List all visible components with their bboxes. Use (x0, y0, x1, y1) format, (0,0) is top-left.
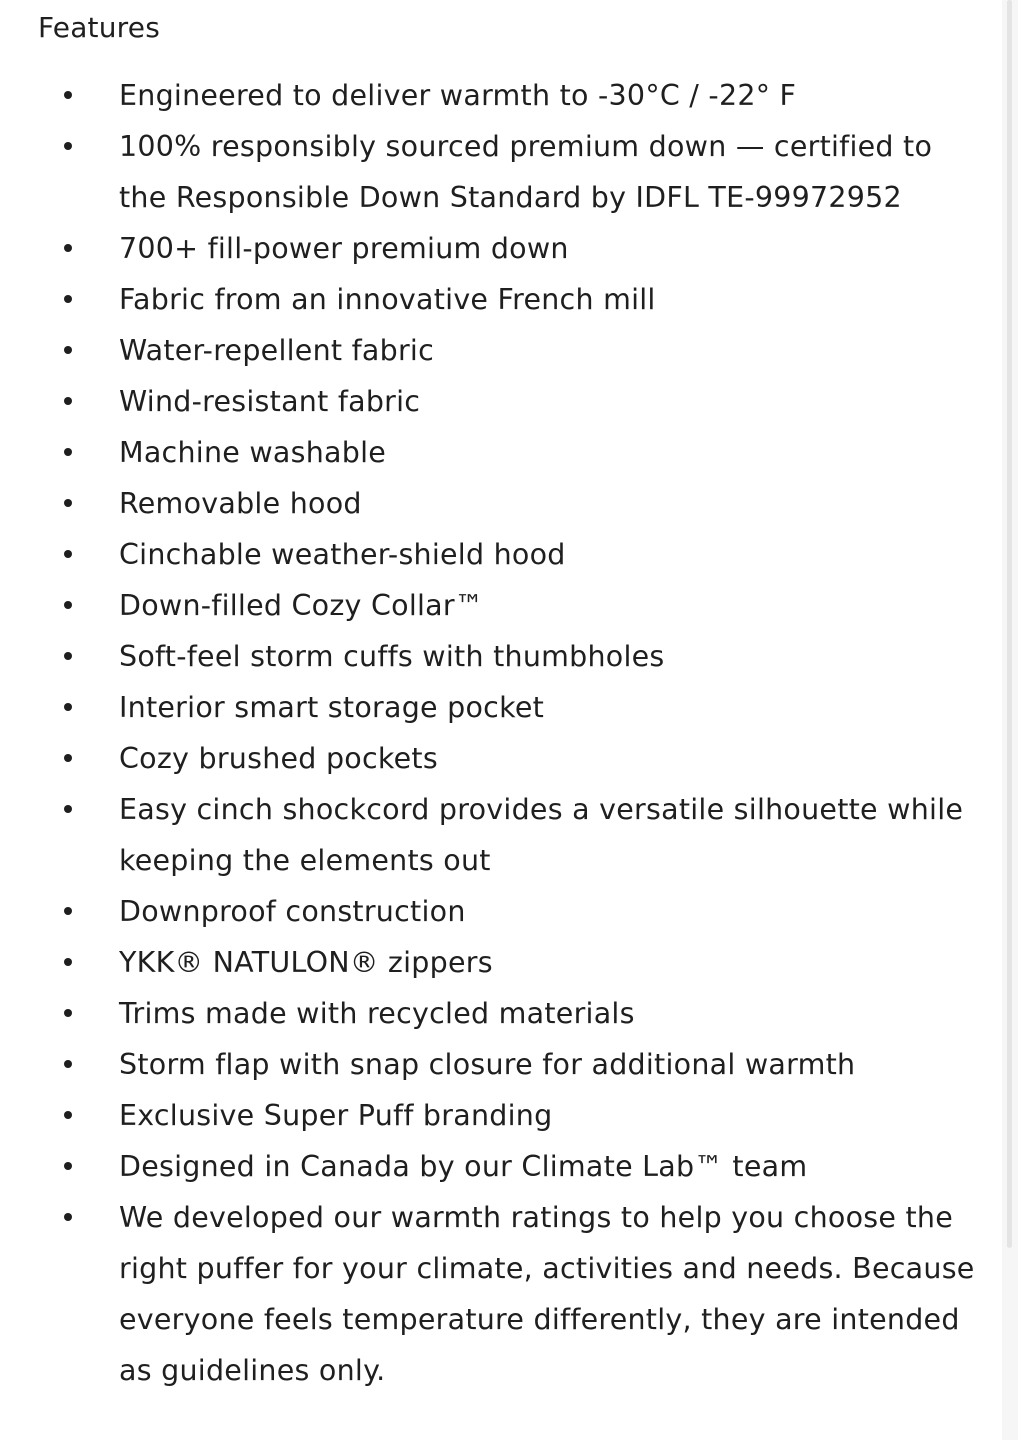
feature-text: 100% responsibly sourced premium down — certified to the Responsible Down Standard by IDFL TE-99972952 (119, 130, 933, 214)
feature-item (0, 784, 1000, 886)
feature-item (0, 478, 1000, 529)
feature-text: Down-filled Cozy Collar™ (119, 589, 484, 622)
feature-item (0, 682, 1000, 733)
feature-text: Downproof construction (119, 895, 466, 928)
bullet-icon (64, 652, 72, 660)
feature-item (0, 427, 1000, 478)
bullet-icon (64, 601, 72, 609)
features-list (0, 70, 1000, 1396)
feature-text: Cozy brushed pockets (119, 742, 438, 775)
feature-item (0, 1141, 1000, 1192)
bullet-icon (64, 142, 72, 150)
bullet-icon (64, 1213, 72, 1221)
feature-item (0, 223, 1000, 274)
feature-text: Water-repellent fabric (119, 334, 435, 367)
bullet-icon (64, 1162, 72, 1170)
feature-item (0, 70, 1000, 121)
feature-text: Interior smart storage pocket (119, 691, 545, 724)
feature-text: Easy cinch shockcord provides a versatile silhouette while keeping the elements out (119, 793, 964, 877)
feature-text: Exclusive Super Puff branding (119, 1099, 553, 1132)
bullet-icon (64, 448, 72, 456)
bullet-icon (64, 1111, 72, 1119)
feature-item (0, 580, 1000, 631)
bullet-icon (64, 754, 72, 762)
feature-item (0, 274, 1000, 325)
scrollbar-thumb[interactable] (1007, 0, 1012, 1248)
feature-item (0, 1039, 1000, 1090)
feature-text: We developed our warmth ratings to help you choose the right puffer for your climate, activities and needs. Because everyone feels temperature differently, they are intended as guidelines only. (119, 1201, 975, 1387)
feature-text: Engineered to deliver warmth to -30°C / -22° F (119, 79, 797, 112)
feature-text: YKK® NATULON® zippers (119, 946, 493, 979)
bullet-icon (64, 1009, 72, 1017)
feature-text: Storm flap with snap closure for additional warmth (119, 1048, 856, 1081)
feature-text: Designed in Canada by our Climate Lab™ team (119, 1150, 808, 1183)
feature-item (0, 376, 1000, 427)
feature-item (0, 121, 1000, 223)
feature-item (0, 1090, 1000, 1141)
bullet-icon (64, 907, 72, 915)
feature-text: Soft-feel storm cuffs with thumbholes (119, 640, 665, 673)
feature-text: Removable hood (119, 487, 362, 520)
bullet-icon (64, 295, 72, 303)
feature-text: Trims made with recycled materials (119, 997, 635, 1030)
feature-item (0, 733, 1000, 784)
feature-text: Wind-resistant fabric (119, 385, 421, 418)
feature-item (0, 988, 1000, 1039)
feature-text: Cinchable weather-shield hood (119, 538, 566, 571)
bullet-icon (64, 397, 72, 405)
bullet-icon (64, 958, 72, 966)
scrollbar[interactable] (1002, 0, 1018, 1440)
feature-text: Fabric from an innovative French mill (119, 283, 656, 316)
feature-item (0, 886, 1000, 937)
bullet-icon (64, 244, 72, 252)
bullet-icon (64, 91, 72, 99)
bullet-icon (64, 1060, 72, 1068)
feature-text: Machine washable (119, 436, 387, 469)
bullet-icon (64, 346, 72, 354)
bullet-icon (64, 550, 72, 558)
feature-item (0, 529, 1000, 580)
features-heading: Features (38, 11, 160, 44)
feature-text: 700+ fill-power premium down (119, 232, 569, 265)
bullet-icon (64, 499, 72, 507)
feature-item (0, 937, 1000, 988)
bullet-icon (64, 805, 72, 813)
feature-item (0, 325, 1000, 376)
feature-item (0, 1192, 1000, 1396)
feature-item (0, 631, 1000, 682)
bullet-icon (64, 703, 72, 711)
